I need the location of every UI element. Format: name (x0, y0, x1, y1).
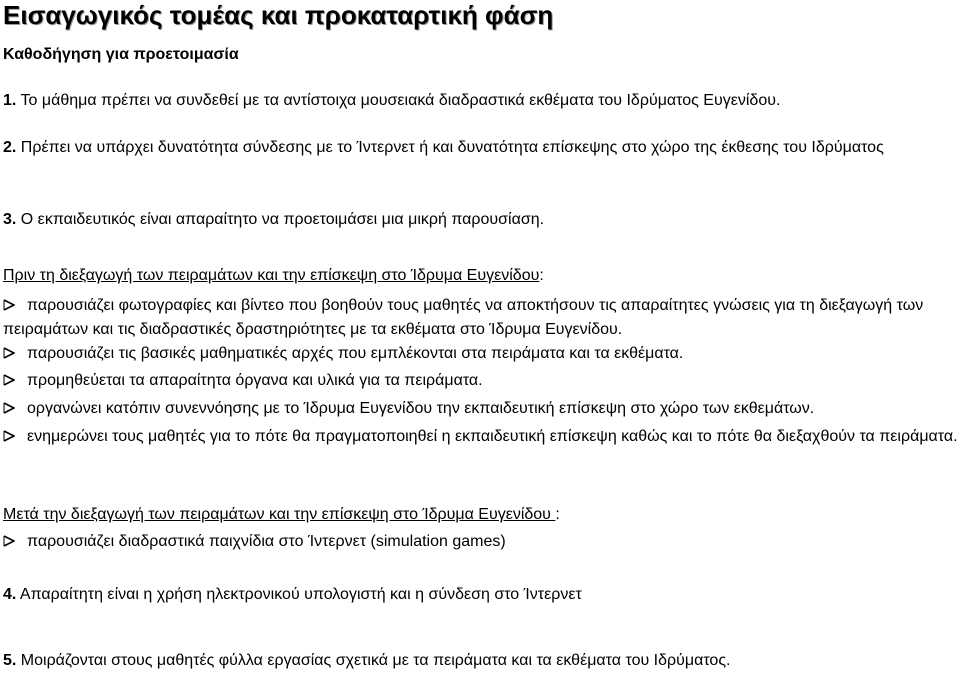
numbered-item-3 (3, 208, 955, 232)
before-bullet-3 (3, 369, 958, 393)
numbered-item-2 (3, 136, 955, 160)
arrow-bullet-icon (3, 347, 15, 359)
item-text: Ο εκπαιδευτικός είναι απαραίτητο να προετοιμάσει μια μικρή παρουσίαση. (16, 211, 545, 228)
after-section-heading (3, 503, 955, 527)
numbered-item-5 (3, 649, 955, 673)
item-number: 1. (3, 92, 17, 109)
item-number: 3. (3, 211, 17, 228)
bullet-text: παρουσιάζει τις βασικές μαθηματικές αρχές που εμπλέκονται στα πειράματα και τα εκθέματα. (27, 345, 684, 362)
numbered-item-1 (3, 89, 955, 113)
before-bullet-2 (3, 342, 958, 366)
arrow-bullet-icon (3, 374, 15, 386)
before-section-heading (3, 264, 955, 288)
item-text: Το μάθημα πρέπει να συνδεθεί με τα αντίστοιχα μουσειακά διαδραστικά εκθέματα του Ιδρύματος Ευγενίδου. (16, 92, 781, 109)
after-heading-text: Μετά την διεξαγωγή των πειραμάτων και την επίσκεψη στο Ίδρυμα Ευγενίδου (3, 506, 556, 523)
bullet-text: παρουσιάζει διαδραστικά παιχνίδια στο Ίντερνετ (simulation games) (27, 533, 506, 550)
after-heading-colon: : (555, 506, 560, 523)
item-text: Πρέπει να υπάρχει δυνατότητα σύνδεσης με το Ίντερνετ ή και δυνατότητα επίσκεψης στο χώρο της έκθεσης του Ιδρύματος (16, 139, 884, 156)
item-text: Απαραίτητη είναι η χρήση ηλεκτρονικού υπολογιστή και η σύνδεση στο Ίντερνετ (16, 586, 582, 603)
item-text: Μοιράζονται στους μαθητές φύλλα εργασίας σχετικά με τα πειράματα και τα εκθέματα του Ιδρύματος. (16, 652, 731, 669)
before-heading-text: Πριν τη διεξαγωγή των πειραμάτων και την επίσκεψη στο Ίδρυμα Ευγενίδου (3, 267, 540, 284)
after-bullet-1 (3, 530, 958, 554)
arrow-bullet-icon (3, 299, 15, 311)
item-number: 4. (3, 586, 17, 603)
item-number: 5. (3, 652, 17, 669)
page-title: Εισαγωγικός τομέας και προκαταρτική φάση (3, 0, 554, 30)
before-bullet-1 (3, 294, 958, 342)
bullet-text: προμηθεύεται τα απαραίτητα όργανα και υλικά για τα πειράματα. (27, 372, 483, 389)
arrow-bullet-icon (3, 535, 15, 547)
numbered-item-4 (3, 583, 955, 607)
before-bullet-5 (3, 425, 958, 449)
bullet-text: παρουσιάζει φωτογραφίες και βίντεο που βοηθούν τους μαθητές να αποκτήσουν τις απαραίτητες γνώσεις για τη διεξαγωγή των πειραμάτων και τις διαδραστικές δραστηριότητες με τα εκθέματα στο Ίδρυμα Ευγενίδου. (3, 297, 924, 338)
arrow-bullet-icon (3, 402, 15, 414)
arrow-bullet-icon (3, 430, 15, 442)
bullet-text: οργανώνει κατόπιν συνεννόησης με το Ίδρυμα Ευγενίδου την εκπαιδευτική επίσκεψη στο χώρο των εκθεμάτων. (27, 400, 815, 417)
before-bullet-4 (3, 397, 958, 421)
before-heading-colon: : (539, 267, 544, 284)
section-subtitle: Καθοδήγηση για προετοιμασία (3, 46, 239, 63)
bullet-text: ενημερώνει τους μαθητές για το πότε θα πραγματοποιηθεί η εκπαιδευτική επίσκεψη καθώς και το πότε θα διεξαχθούν τα πειράματα. (27, 428, 958, 445)
item-number: 2. (3, 139, 17, 156)
